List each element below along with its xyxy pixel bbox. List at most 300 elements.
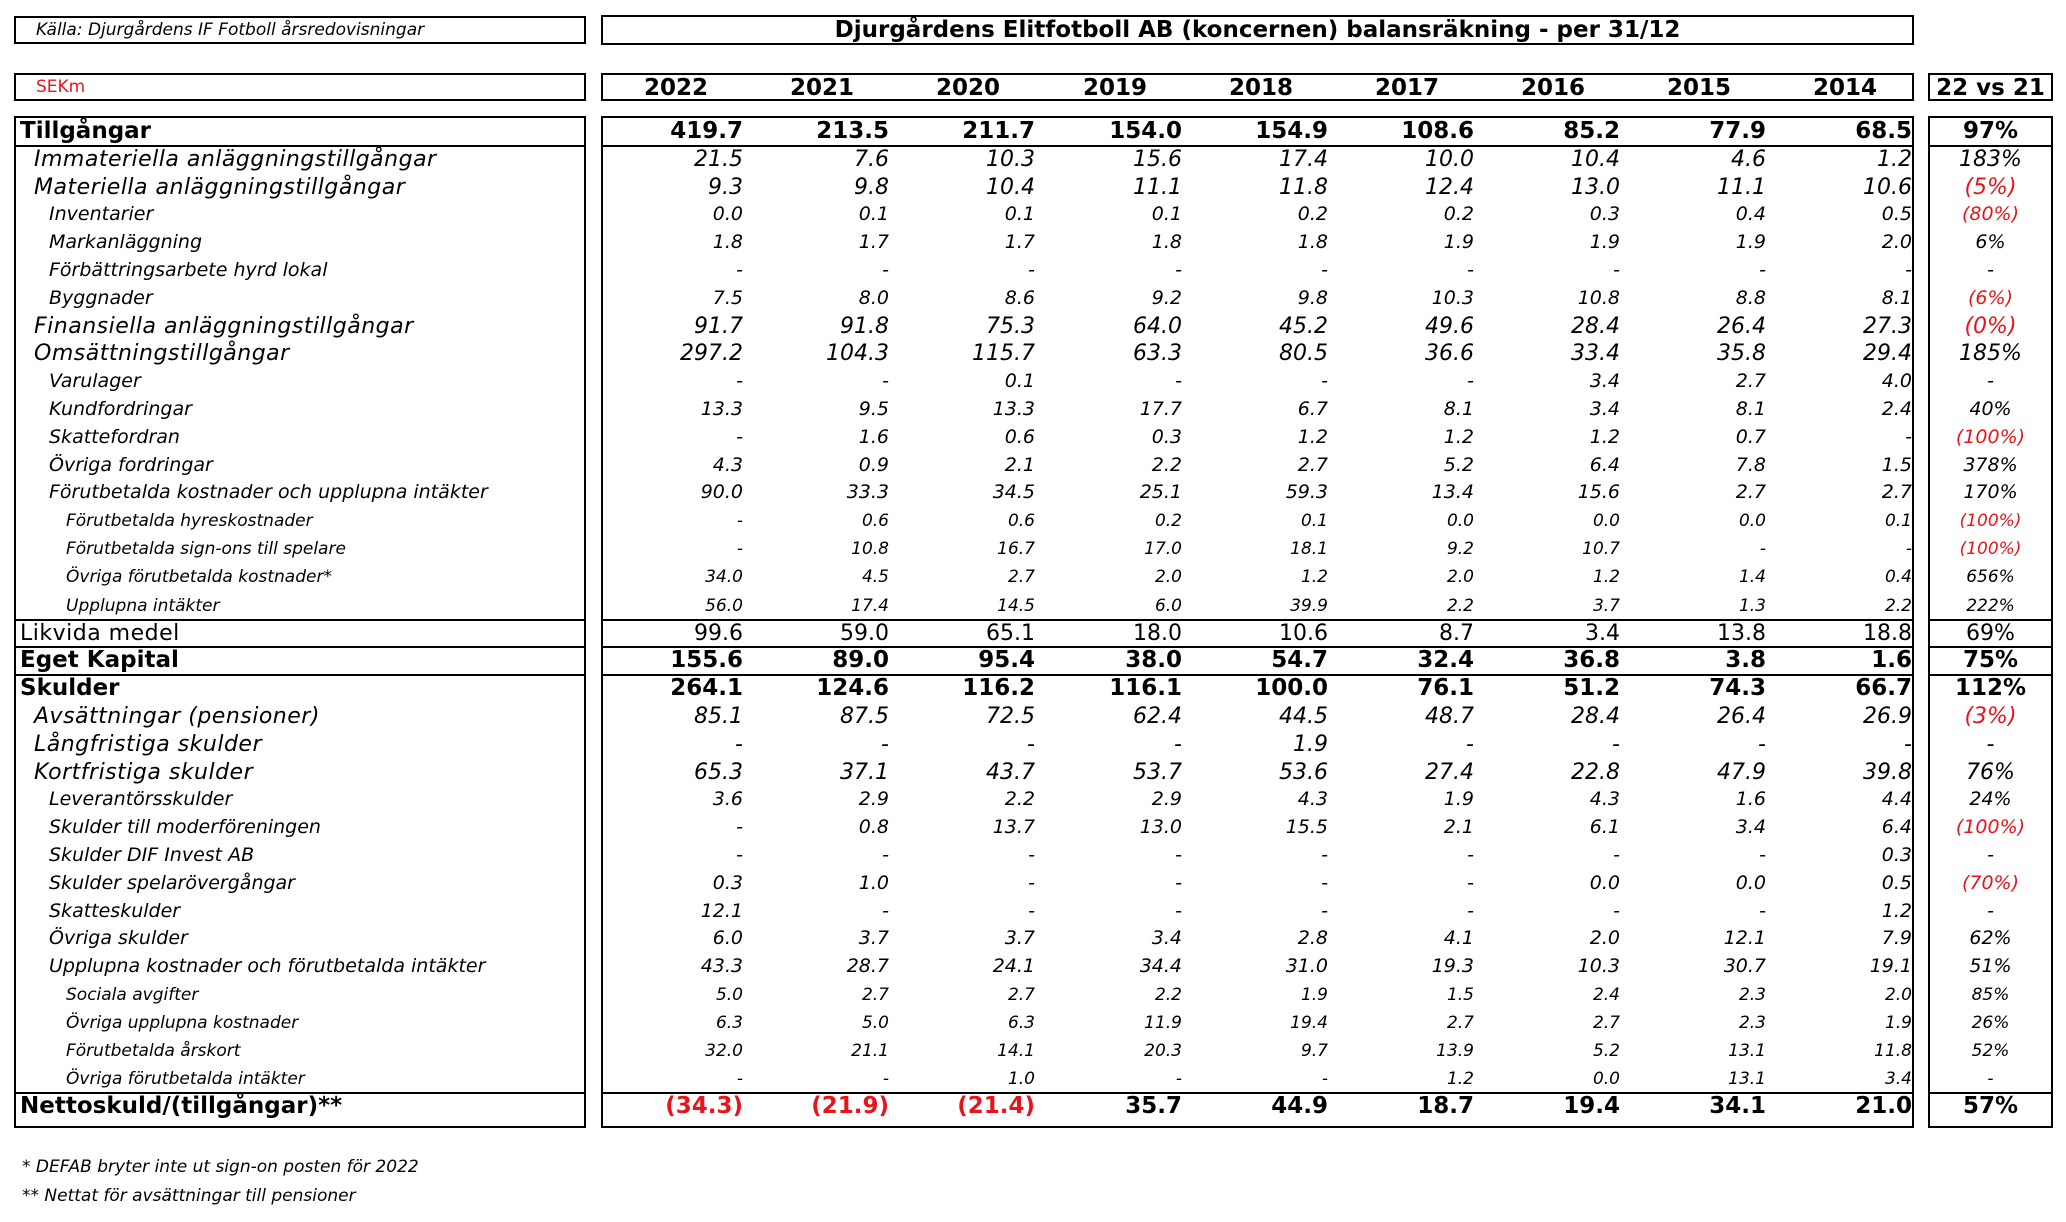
value-cell: 1.9 <box>1300 985 1328 1005</box>
value-cell: - <box>1758 731 1766 757</box>
change-cell: 75% <box>1962 647 2019 674</box>
value-cell: 12.1 <box>700 899 743 922</box>
value-cell: 6.4 <box>1881 816 1912 839</box>
value-cell: 3.4 <box>1585 620 1620 646</box>
value-cell: 27.3 <box>1863 313 1912 339</box>
value-cell: 74.3 <box>1709 675 1766 702</box>
change-cell: 378% <box>1963 453 2018 476</box>
table-row <box>603 1037 1912 1065</box>
value-cell: 5.0 <box>861 1013 889 1034</box>
row-label: Skulder DIF Invest AB <box>49 844 255 866</box>
value-cell: 90.0 <box>700 481 743 504</box>
value-cell: 25.1 <box>1139 481 1182 504</box>
value-cell: 154.9 <box>1255 118 1328 144</box>
change-cell: 85% <box>1971 985 2010 1005</box>
value-cell: 115.7 <box>972 341 1035 367</box>
value-cell: 85.2 <box>1563 118 1620 144</box>
table-row <box>1930 1093 2051 1121</box>
table-row <box>1930 814 2051 842</box>
value-cell: 0.1 <box>1004 203 1035 226</box>
table-row <box>603 174 1912 202</box>
value-cell: 8.1 <box>1881 286 1912 309</box>
value-cell: 2.7 <box>1297 453 1328 476</box>
value-cell: 1.8 <box>712 231 743 254</box>
value-cell: 3.4 <box>1151 927 1182 950</box>
value-cell: - <box>736 511 743 532</box>
value-cell: 10.3 <box>1577 955 1620 978</box>
value-cell: 3.4 <box>1884 1069 1912 1090</box>
value-cell: 2.9 <box>858 788 889 811</box>
value-cell: 9.8 <box>854 174 889 200</box>
table-row <box>1930 731 2051 759</box>
table-row <box>16 898 584 926</box>
value-cell: 1.2 <box>1446 1069 1474 1090</box>
value-cell: 2.9 <box>1151 788 1182 811</box>
table-row <box>1930 981 2051 1009</box>
value-cell: 0.8 <box>858 816 889 839</box>
value-cell: 2.7 <box>1592 1013 1620 1034</box>
table-row <box>16 1009 584 1037</box>
table-row <box>1930 1037 2051 1065</box>
value-cell: 80.5 <box>1279 341 1328 367</box>
value-cell: 15.6 <box>1133 146 1182 172</box>
value-cell: 8.1 <box>1443 398 1474 420</box>
value-cell: 2.0 <box>1884 985 1912 1005</box>
value-cell: 19.4 <box>1290 1013 1328 1034</box>
row-label: Varulager <box>49 370 141 393</box>
value-cell: 0.0 <box>712 203 743 226</box>
table-row <box>1930 229 2051 257</box>
row-label: Materiella anläggningstillgångar <box>34 174 406 200</box>
table-row <box>16 675 584 703</box>
table-row <box>603 285 1912 313</box>
value-cell: 3.4 <box>1589 370 1620 393</box>
table-row <box>603 535 1912 563</box>
value-cell: 28.4 <box>1571 704 1620 729</box>
table-row <box>1930 257 2051 285</box>
table-row <box>16 647 584 675</box>
value-cell: 419.7 <box>670 118 743 144</box>
table-row <box>603 1009 1912 1037</box>
value-cell: 2.3 <box>1738 1013 1766 1034</box>
row-label: Skatteskulder <box>49 899 181 922</box>
value-cell: 99.6 <box>694 620 743 646</box>
value-cell: 56.0 <box>705 595 743 616</box>
table-row <box>16 925 584 953</box>
value-cell: 34.5 <box>992 481 1035 504</box>
value-cell: 0.0 <box>1446 511 1474 532</box>
table-row <box>603 953 1912 981</box>
value-cell: 22.8 <box>1571 759 1620 785</box>
value-cell: 1.2 <box>1881 899 1912 922</box>
row-label: Omsättningstillgångar <box>34 341 290 367</box>
value-cell: 1.9 <box>1735 231 1766 254</box>
change-cell: - <box>1987 844 1994 866</box>
row-label: Övriga fordringar <box>49 453 213 476</box>
value-cell: - <box>1759 899 1766 922</box>
value-cell: - <box>882 370 889 393</box>
value-cell: - <box>736 370 743 393</box>
value-cell: 2.2 <box>1154 985 1182 1005</box>
value-cell: - <box>1321 259 1328 281</box>
value-cell: 1.7 <box>1004 231 1035 254</box>
table-row <box>603 731 1912 759</box>
value-cell: 3.7 <box>1592 595 1620 616</box>
table-row <box>1930 786 2051 814</box>
compare-header: 22 vs 21 <box>1928 73 2053 101</box>
table-row <box>16 620 584 648</box>
value-cell: 91.8 <box>840 313 889 339</box>
year-header: 2014 <box>1812 75 1877 101</box>
change-cell: 97% <box>1962 118 2019 144</box>
row-label: Likvida medel <box>20 620 180 646</box>
value-cell: - <box>1759 539 1766 560</box>
table-row <box>603 842 1912 870</box>
value-cell: 15.5 <box>1285 816 1328 839</box>
value-cell: 1.2 <box>1443 425 1474 448</box>
table-row <box>603 368 1912 396</box>
value-cell: 75.3 <box>986 313 1035 339</box>
value-cell: 10.3 <box>986 146 1035 172</box>
table-row <box>16 174 584 202</box>
value-cell: 0.4 <box>1884 567 1912 588</box>
value-cell: 1.8 <box>1151 231 1182 254</box>
value-cell: 8.7 <box>1439 620 1474 646</box>
value-cell: 13.1 <box>1728 1041 1766 1062</box>
table-row <box>1930 1009 2051 1037</box>
value-cell: 1.2 <box>1877 146 1912 172</box>
year-header: 2016 <box>1520 75 1585 101</box>
value-cell: - <box>882 1069 889 1090</box>
value-cell: 104.3 <box>826 341 889 367</box>
table-row <box>16 1037 584 1065</box>
value-cell: 1.0 <box>1007 1069 1035 1090</box>
value-cell: 2.1 <box>1004 453 1035 476</box>
value-cell: - <box>736 1069 743 1090</box>
value-cell: - <box>1613 259 1620 281</box>
change-cell: - <box>1987 899 1994 922</box>
value-cell: 39.9 <box>1290 595 1328 616</box>
value-cell: 1.6 <box>858 425 889 448</box>
row-label: Förutbetalda hyreskostnader <box>66 511 313 532</box>
value-cell: 0.3 <box>1589 203 1620 226</box>
value-cell: 100.0 <box>1255 675 1328 702</box>
value-cell: 1.5 <box>1881 453 1912 476</box>
value-cell: 91.7 <box>694 313 743 339</box>
value-cell: 0.1 <box>858 203 889 226</box>
change-cell: (6%) <box>1968 286 2013 309</box>
change-cell: (100%) <box>1959 539 2022 560</box>
change-cell: (5%) <box>1964 174 2017 200</box>
value-cell: 13.7 <box>992 816 1035 839</box>
value-cell: 21.0 <box>1855 1093 1912 1120</box>
table-row <box>1930 703 2051 731</box>
value-cell: 10.8 <box>851 539 889 560</box>
row-label: Långfristiga skulder <box>34 731 262 757</box>
table-row <box>16 731 584 759</box>
value-cell: 65.1 <box>986 620 1035 646</box>
row-label: Skulder till moderföreningen <box>49 816 321 839</box>
value-cell: - <box>1321 844 1328 866</box>
value-cell: 1.2 <box>1300 567 1328 588</box>
change-cell: (100%) <box>1955 425 2026 448</box>
table-row <box>1930 368 2051 396</box>
value-cell: 297.2 <box>680 341 743 367</box>
value-cell: - <box>1905 425 1912 448</box>
table-row <box>16 1093 584 1121</box>
table-row <box>603 201 1912 229</box>
source-note: Källa: Djurgårdens IF Fotboll årsredovisningar <box>14 16 586 44</box>
value-cell: - <box>1321 871 1328 894</box>
value-cell: (21.4) <box>957 1093 1035 1120</box>
value-cell: - <box>736 539 743 560</box>
table-row <box>603 759 1912 787</box>
value-cell: - <box>1905 259 1912 281</box>
value-cell: 5.2 <box>1443 453 1474 476</box>
value-cell: 8.8 <box>1735 286 1766 309</box>
value-cell: - <box>1175 844 1182 866</box>
value-cell: 48.7 <box>1425 704 1474 729</box>
value-cell: 53.6 <box>1279 759 1328 785</box>
value-cell: 3.7 <box>1004 927 1035 950</box>
value-cell: - <box>1467 844 1474 866</box>
value-cell: 0.4 <box>1735 203 1766 226</box>
table-row <box>16 563 584 591</box>
value-cell: 2.3 <box>1738 985 1766 1005</box>
value-cell: 10.6 <box>1863 174 1912 200</box>
change-cell: 222% <box>1966 595 2015 616</box>
value-cell: (34.3) <box>665 1093 743 1120</box>
row-label: Övriga förutbetalda intäkter <box>66 1069 305 1090</box>
table-row <box>603 592 1912 620</box>
value-cell: 6.3 <box>715 1013 743 1034</box>
value-cell: - <box>1028 899 1035 922</box>
value-cell: 12.4 <box>1425 174 1474 200</box>
table-row <box>1930 675 2051 703</box>
label-column <box>14 116 586 1128</box>
value-cell: 2.8 <box>1297 927 1328 950</box>
value-cell: 34.1 <box>1709 1093 1766 1120</box>
row-label: Eget Kapital <box>20 647 179 674</box>
value-cell: - <box>1321 899 1328 922</box>
value-cell: 26.4 <box>1717 313 1766 339</box>
table-row <box>603 257 1912 285</box>
value-cell: 0.0 <box>1735 871 1766 894</box>
table-row <box>603 313 1912 341</box>
value-cell: 35.8 <box>1717 341 1766 367</box>
table-row <box>1930 452 2051 480</box>
value-cell: 15.6 <box>1577 481 1620 504</box>
value-cell: 2.4 <box>1592 985 1620 1005</box>
row-label: Upplupna kostnader och förutbetalda intäkter <box>49 955 486 978</box>
value-cell: 10.8 <box>1577 286 1620 309</box>
change-cell: (0%) <box>1964 313 2017 339</box>
value-cell: - <box>1759 259 1766 281</box>
change-cell: 24% <box>1969 788 2012 811</box>
value-cell: 32.0 <box>705 1041 743 1062</box>
value-cell: 2.0 <box>1154 567 1182 588</box>
value-cell: 11.8 <box>1874 1041 1912 1062</box>
change-cell: 69% <box>1966 620 2015 646</box>
value-cell: 10.7 <box>1582 539 1620 560</box>
value-cell: 4.5 <box>861 567 889 588</box>
value-cell: 211.7 <box>962 118 1035 144</box>
value-cell: 9.5 <box>858 398 889 420</box>
value-cell: 6.0 <box>712 927 743 950</box>
value-cell: 27.4 <box>1425 759 1474 785</box>
value-cell: 44.9 <box>1271 1093 1328 1120</box>
row-label: Kundfordringar <box>49 398 192 420</box>
value-cell: 0.2 <box>1297 203 1328 226</box>
value-cell: 16.7 <box>997 539 1035 560</box>
table-row <box>1930 201 2051 229</box>
value-cell: 30.7 <box>1723 955 1766 978</box>
value-cell: - <box>1467 871 1474 894</box>
value-cell: 2.0 <box>1589 927 1620 950</box>
change-cell: (100%) <box>1959 511 2022 532</box>
row-label: Leverantörsskulder <box>49 788 233 811</box>
value-cell: 1.9 <box>1293 731 1328 757</box>
table-row <box>1930 592 2051 620</box>
value-cell: 155.6 <box>670 647 743 674</box>
value-cell: 1.2 <box>1589 425 1620 448</box>
value-cell: 18.8 <box>1863 620 1912 646</box>
table-row <box>1930 870 2051 898</box>
value-cell: 6.3 <box>1007 1013 1035 1034</box>
value-cell: 10.0 <box>1425 146 1474 172</box>
value-cell: 72.5 <box>986 704 1035 729</box>
table-row <box>16 285 584 313</box>
change-cell: - <box>1987 1069 1994 1090</box>
table-row <box>16 953 584 981</box>
value-cell: 33.4 <box>1571 341 1620 367</box>
value-cell: 11.9 <box>1144 1013 1182 1034</box>
row-label: Förutbetalda sign-ons till spelare <box>66 539 346 560</box>
value-cell: 77.9 <box>1709 118 1766 144</box>
table-row <box>16 870 584 898</box>
table-row <box>16 814 584 842</box>
change-cell: (100%) <box>1955 816 2026 839</box>
value-cell: 76.1 <box>1417 675 1474 702</box>
value-cell: 13.3 <box>992 398 1035 420</box>
table-row <box>1930 507 2051 535</box>
value-cell: 4.3 <box>712 453 743 476</box>
table-row <box>1930 620 2051 648</box>
value-cell: 9.2 <box>1151 286 1182 309</box>
table-row <box>1930 925 2051 953</box>
value-cell: 116.1 <box>1109 675 1182 702</box>
value-cell: 108.6 <box>1401 118 1474 144</box>
value-cell: 1.9 <box>1589 231 1620 254</box>
value-cell: 1.8 <box>1297 231 1328 254</box>
change-cell: 170% <box>1963 481 2018 504</box>
table-row <box>16 424 584 452</box>
row-label: Nettoskuld/(tillgångar)** <box>20 1093 343 1120</box>
value-cell: 9.3 <box>708 174 743 200</box>
value-cell: 26.9 <box>1863 704 1912 729</box>
value-cell: 1.7 <box>858 231 889 254</box>
value-cell: 13.3 <box>700 398 743 420</box>
change-column <box>1928 116 2053 1128</box>
row-label: Skulder spelarövergångar <box>49 871 295 894</box>
value-cell: 3.4 <box>1589 398 1620 420</box>
value-cell: 7.6 <box>854 146 889 172</box>
value-cell: 0.0 <box>1589 871 1620 894</box>
value-cell: 18.1 <box>1290 539 1328 560</box>
value-cell: 36.8 <box>1563 647 1620 674</box>
table-row <box>1930 340 2051 368</box>
value-cell: 39.8 <box>1863 759 1912 785</box>
change-cell: 52% <box>1971 1041 2010 1062</box>
value-cell: 17.7 <box>1139 398 1182 420</box>
value-cell: 116.2 <box>962 675 1035 702</box>
value-cell: - <box>1467 259 1474 281</box>
value-cell: - <box>1028 259 1035 281</box>
table-row <box>1930 424 2051 452</box>
table-row <box>16 1065 584 1093</box>
table-row <box>1930 898 2051 926</box>
value-cell: 13.4 <box>1431 481 1474 504</box>
change-cell: 40% <box>1969 398 2012 420</box>
value-cell: 9.2 <box>1446 539 1474 560</box>
table-row <box>16 118 584 146</box>
table-row <box>1930 396 2051 424</box>
value-cell: - <box>1175 370 1182 393</box>
value-cell: - <box>1759 844 1766 866</box>
value-cell: 2.2 <box>1004 788 1035 811</box>
value-cell: 10.4 <box>986 174 1035 200</box>
table-row <box>603 146 1912 174</box>
value-cell: 13.9 <box>1436 1041 1474 1062</box>
value-cell: 47.9 <box>1717 759 1766 785</box>
table-row <box>16 368 584 396</box>
value-cell: 43.3 <box>700 955 743 978</box>
value-cell: 10.3 <box>1431 286 1474 309</box>
value-cell: 54.7 <box>1271 647 1328 674</box>
row-label: Skattefordran <box>49 425 180 448</box>
value-cell: 64.0 <box>1133 313 1182 339</box>
value-cell: 1.3 <box>1738 595 1766 616</box>
value-cell: 2.7 <box>1735 481 1766 504</box>
value-cell: 26.4 <box>1717 704 1766 729</box>
value-cell: 24.1 <box>992 955 1035 978</box>
value-cell: 38.0 <box>1125 647 1182 674</box>
table-row <box>1930 759 2051 787</box>
table-row <box>1930 479 2051 507</box>
table-row <box>1930 1065 2051 1093</box>
change-cell: - <box>1987 370 1994 393</box>
value-cell: 0.5 <box>1881 203 1912 226</box>
value-cell: 89.0 <box>832 647 889 674</box>
value-cell: 65.3 <box>694 759 743 785</box>
value-cell: 85.1 <box>694 704 743 729</box>
table-row <box>603 479 1912 507</box>
table-row <box>603 1065 1912 1093</box>
year-header: 2015 <box>1666 75 1731 101</box>
value-cell: 0.1 <box>1151 203 1182 226</box>
table-row <box>603 898 1912 926</box>
value-cell: 33.3 <box>846 481 889 504</box>
table-row <box>603 870 1912 898</box>
value-cell: 17.4 <box>851 595 889 616</box>
table-row <box>1930 118 2051 146</box>
row-label: Övriga skulder <box>49 927 188 950</box>
year-header: 2019 <box>1082 75 1147 101</box>
change-cell: 6% <box>1975 231 2006 254</box>
value-cell: 17.4 <box>1279 146 1328 172</box>
value-cell: 95.4 <box>978 647 1035 674</box>
change-cell: 185% <box>1959 341 2022 367</box>
